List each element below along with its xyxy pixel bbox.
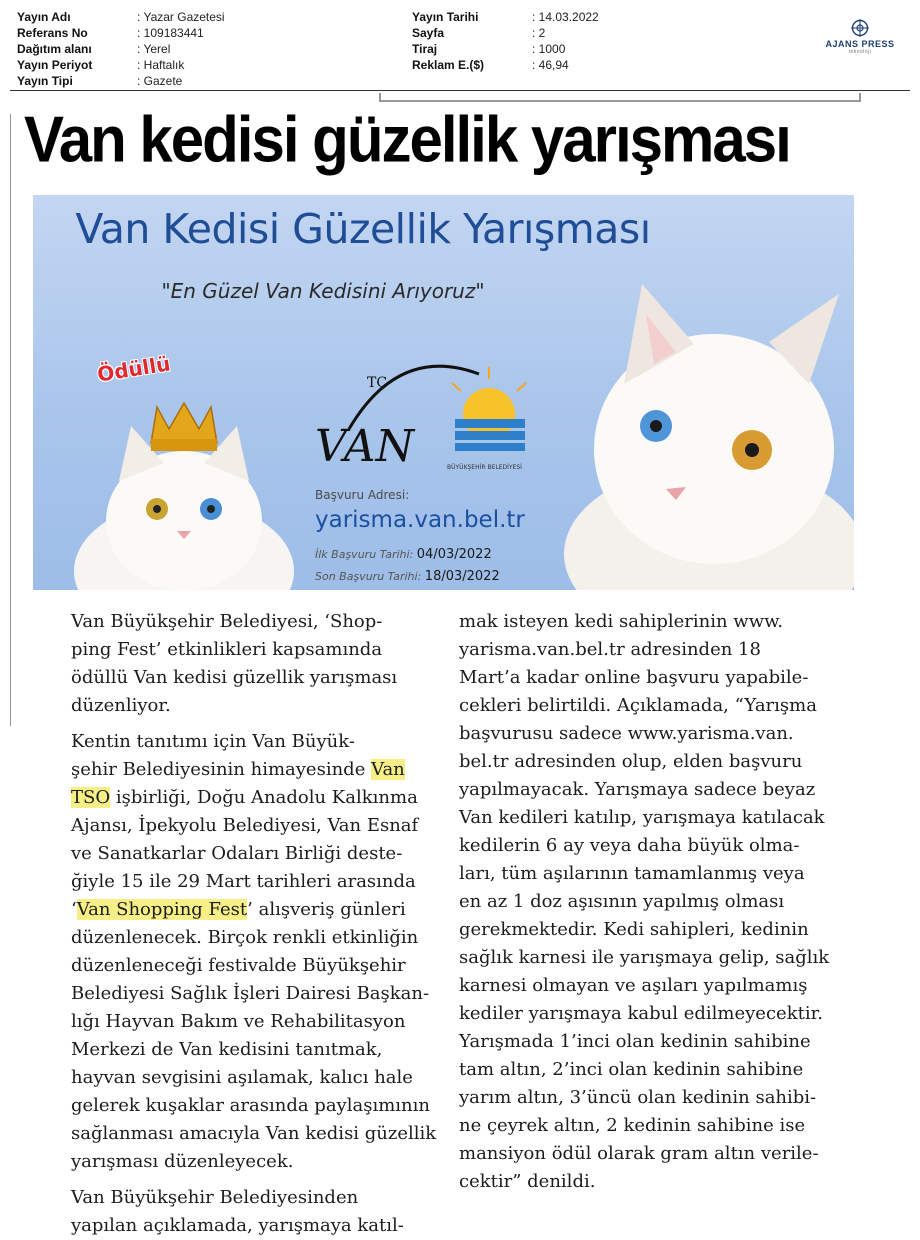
last-apply-label: Son Başvuru Tarihi: xyxy=(315,570,422,583)
meta-key: Reklam E.($) xyxy=(412,58,485,72)
text-line: kedilerin 6 ay veya daha büyük olma- xyxy=(459,835,800,856)
meta-key: Referans No xyxy=(17,26,88,40)
text-line: düzenlenecek. Birçok renkli etkinliğin xyxy=(71,927,419,948)
text-line: düzenliyor. xyxy=(71,695,171,716)
meta-key: Yayın Tarihi xyxy=(412,10,479,24)
text-line: ğiyle 15 ile 29 Mart tarihleri arasında xyxy=(71,871,416,892)
article-column-2 xyxy=(459,608,869,1196)
header-divider xyxy=(10,90,910,91)
highlight-van: Van xyxy=(371,759,405,780)
first-apply-label: İlk Başvuru Tarihi: xyxy=(315,548,414,561)
text-line: başvurusu sadece www.yarisma.van. xyxy=(459,723,794,744)
text-line: Van kedileri katılıp, yarışmaya katılacak xyxy=(459,807,825,828)
text-line: Merkezi de Van kedisini tanıtmak, xyxy=(71,1039,383,1060)
meta-value: : 109183441 xyxy=(137,26,204,40)
text-line: yarisma.van.bel.tr adresinden 18 xyxy=(459,639,761,660)
last-apply-date: 18/03/2022 xyxy=(424,569,500,584)
text-fragment: işbirliği, Doğu Anadolu Kalkınma xyxy=(115,787,418,808)
ajans-press-logo xyxy=(812,18,908,55)
text-line: karnesi olmayan ve aşıları yapılmamış xyxy=(459,975,808,996)
text-line xyxy=(33,784,430,812)
meta-key: Dağıtım alanı xyxy=(17,42,92,56)
clip-edge xyxy=(10,114,11,726)
text-line: cekleri belirtildi. Açıklamada, “Yarışma xyxy=(459,695,817,716)
meta-value: : Gazete xyxy=(137,74,183,88)
text-line: mansiyon ödül olarak gram altın verile- xyxy=(459,1143,819,1164)
meta-key: Yayın Tipi xyxy=(17,74,73,88)
text-fragment: ’ alışveriş günleri xyxy=(247,899,406,920)
meta-key: Yayın Periyot xyxy=(17,58,93,72)
logo-van: VAN xyxy=(315,421,415,472)
highlight-shopping-fest: Van Shopping Fest xyxy=(76,899,248,920)
meta-value: : 2 xyxy=(532,26,546,40)
meta-key: Tiraj xyxy=(412,42,438,56)
meta-value: : Yerel xyxy=(137,42,171,56)
text-line: yapılan açıklamada, yarışmaya katıl- xyxy=(71,1215,404,1236)
clipping-metadata-right xyxy=(412,9,599,73)
text-line: yarışması düzenleyecek. xyxy=(71,1151,294,1172)
logo-brand: AJANS PRESS xyxy=(825,39,895,49)
text-line: düzenleneceği festivalde Büyükşehir xyxy=(71,955,406,976)
text-line: tam altın, 2’inci olan kedinin sahibine xyxy=(459,1059,804,1080)
text-line: gelerek kuşaklar arasında paylaşımının xyxy=(71,1095,430,1116)
apply-label: Başvuru Adresi: xyxy=(315,488,410,502)
text-line: lığı Hayvan Bakım ve Rehabilitasyon xyxy=(71,1011,406,1032)
text-line: kediler yarışmaya kabul edilmeyecektir. xyxy=(459,1003,823,1024)
text-line: ve Sanatkarlar Odaları Birliği deste- xyxy=(71,843,403,864)
logo-text: BÜYÜKŞEHİR BELEDİYESİ xyxy=(447,464,522,471)
award-badge: Ödüllü xyxy=(95,351,172,387)
text-line: hayvan sevgisini aşılamak, kalıcı hale xyxy=(71,1067,413,1088)
text-fragment: ‘ xyxy=(71,899,77,920)
poster-title: Van Kedisi Güzellik Yarışması xyxy=(75,205,651,253)
clipping-metadata-left xyxy=(17,9,225,89)
text-line: ödüllü Van kedisi güzellik yarışması xyxy=(71,667,398,688)
text-line: gerekmektedir. Kedi sahipleri, kedinin xyxy=(459,919,809,940)
text-line: Belediyesi Sağlık İşleri Dairesi Başkan- xyxy=(71,983,430,1004)
paragraph xyxy=(33,1184,430,1240)
meta-key: Sayfa xyxy=(412,26,445,40)
text-line: Yarışmada 1’inci olan kedinin sahibine xyxy=(459,1031,811,1052)
paragraph xyxy=(33,608,430,720)
text-line: ping Fest’ etkinlikleri kapsamında xyxy=(71,639,383,660)
text-line xyxy=(33,896,430,924)
text-line: ları, tüm aşılarının tamamlanmış veya xyxy=(459,863,805,884)
text-fragment: şehir Belediyesinin himayesinde xyxy=(71,759,366,780)
last-apply-date-row xyxy=(315,569,500,584)
poster-subtitle: "En Güzel Van Kedisini Arıyoruz" xyxy=(161,279,485,303)
logo-tc: TC xyxy=(367,375,388,391)
text-line: yapılmayacak. Yarışmaya sadece beyaz xyxy=(459,779,816,800)
text-line: ne çeyrek altın, 2 kedinin sahibine ise xyxy=(459,1115,806,1136)
paragraph xyxy=(33,728,437,1176)
globe-icon xyxy=(850,18,870,38)
text-line: Ajansı, İpekyolu Belediyesi, Van Esnaf xyxy=(71,815,419,836)
meta-value: : 1000 xyxy=(532,42,566,56)
meta-value: : 14.03.2022 xyxy=(532,10,599,24)
article-column-1 xyxy=(33,608,437,1240)
first-apply-date: 04/03/2022 xyxy=(416,547,492,562)
meta-value: : 46,94 xyxy=(532,58,569,72)
article-headline: Van kedisi güzellik yarışması xyxy=(24,103,790,176)
highlight-tso: TSO xyxy=(71,787,111,808)
white-cat-image xyxy=(554,274,854,590)
text-line xyxy=(33,756,430,784)
van-municipality-logo xyxy=(309,359,529,474)
text-line: sağlık karnesi ile yarışmaya gelip, sağlık xyxy=(459,947,830,968)
crowned-cat-image xyxy=(59,401,299,590)
apply-url: yarisma.van.bel.tr xyxy=(315,507,525,533)
meta-value: : Haftalık xyxy=(137,58,185,72)
text-line: en az 1 doz aşısının yapılmış olması xyxy=(459,891,785,912)
first-apply-date-row xyxy=(315,547,492,562)
logo-subtitle: teknoloji xyxy=(848,49,872,55)
meta-key: Yayın Adı xyxy=(17,10,71,24)
text-line: yarım altın, 3’üncü olan kedinin sahibi- xyxy=(459,1087,817,1108)
text-line: Kentin tanıtımı için Van Büyük- xyxy=(71,731,355,752)
text-line: Mart’a kadar online başvuru yapabile- xyxy=(459,667,809,688)
text-line: Van Büyükşehir Belediyesi, ‘Shop- xyxy=(71,611,383,632)
contest-poster xyxy=(33,195,854,590)
text-line: cektir” denildi. xyxy=(459,1171,596,1192)
text-line: bel.tr adresinden olup, elden başvuru xyxy=(459,751,803,772)
paragraph xyxy=(459,608,869,1196)
text-line: Van Büyükşehir Belediyesinden xyxy=(71,1187,359,1208)
text-line: sağlanması amacıyla Van kedisi güzellik xyxy=(71,1123,437,1144)
text-line: mak isteyen kedi sahiplerinin www. xyxy=(459,611,784,632)
meta-value: : Yazar Gazetesi xyxy=(137,10,225,24)
